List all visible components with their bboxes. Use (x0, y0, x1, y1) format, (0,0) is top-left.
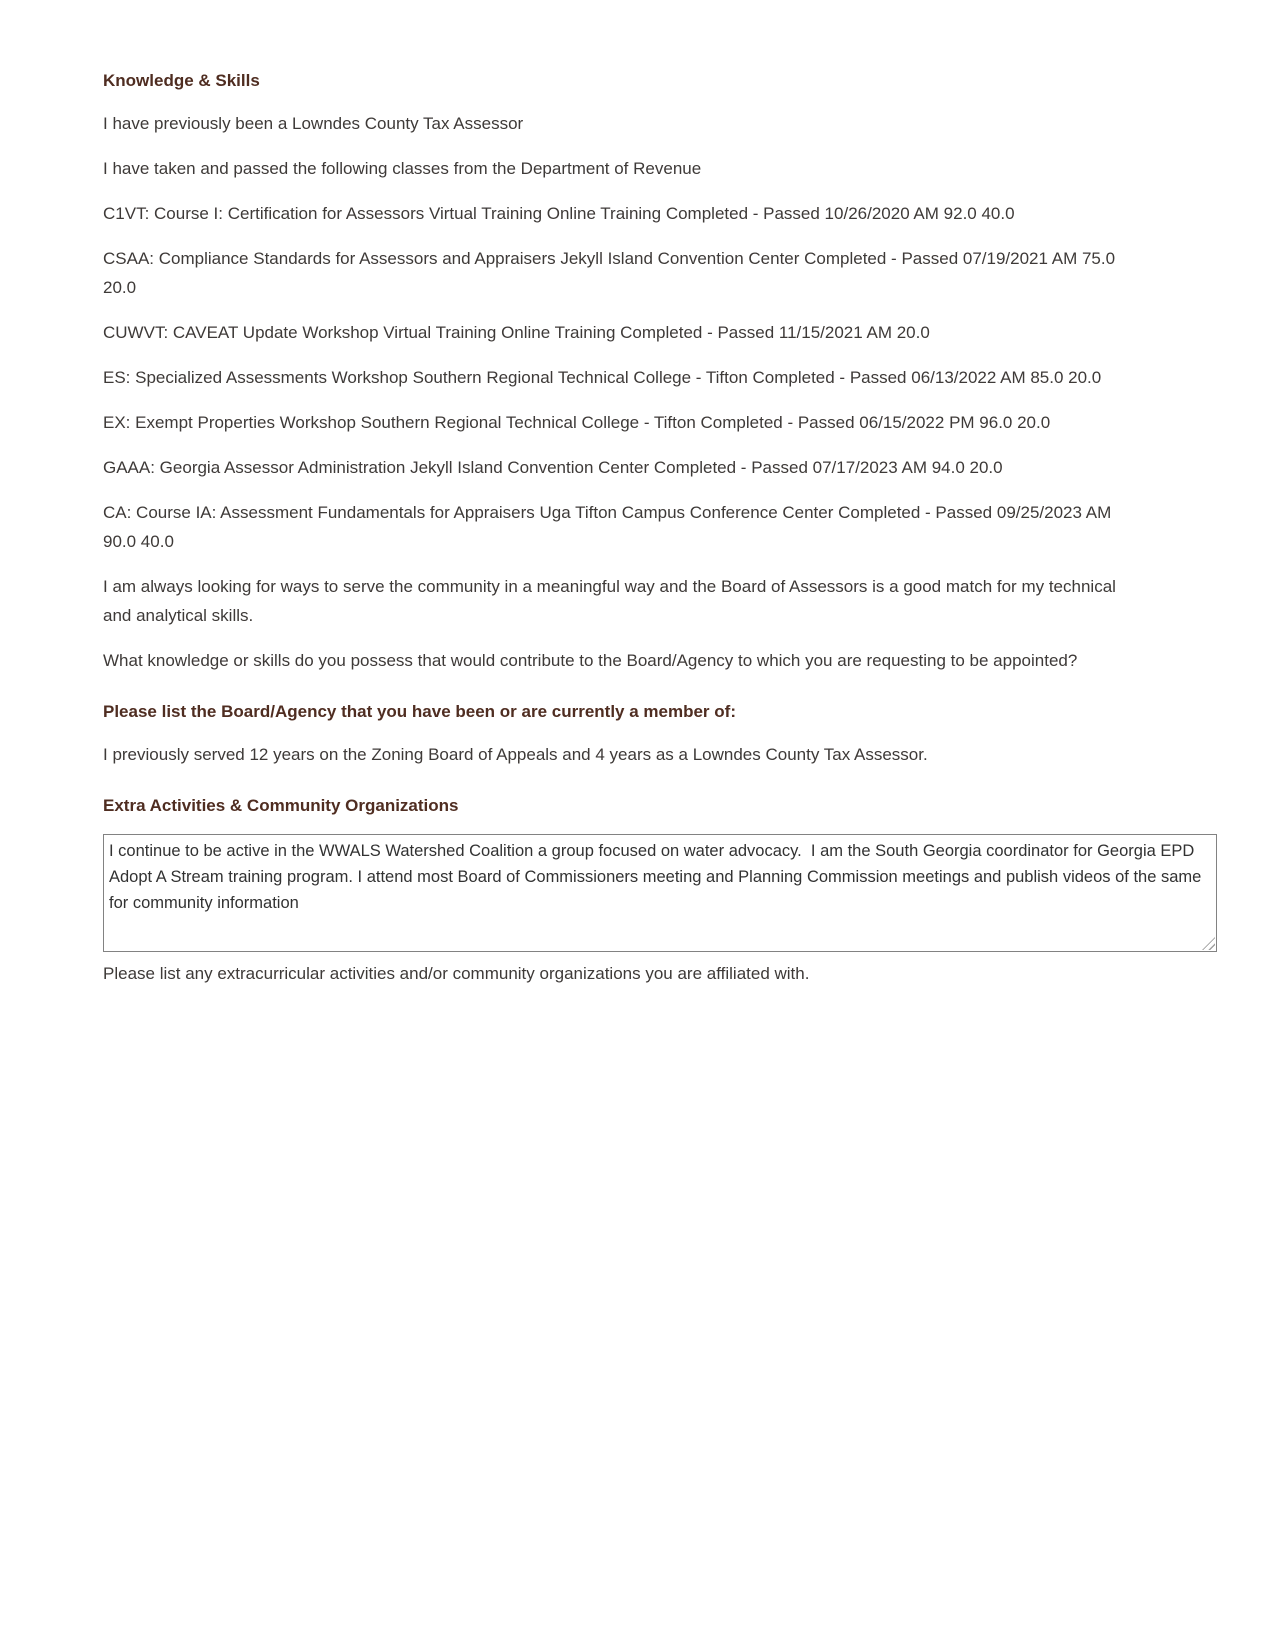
extra-activities-question-label: Please list any extracurricular activities and/or community organizations you are affiliated with. (103, 964, 810, 983)
extra-activities-field-wrap (103, 834, 1217, 952)
knowledge-paragraph-motivation: I am always looking for ways to serve the community in a meaningful way and the Board of Assessors is a good match for my technical and analytical skills. (103, 577, 1116, 625)
knowledge-skills-heading: Knowledge & Skills (103, 71, 260, 90)
board-agency-heading: Please list the Board/Agency that you have been or are currently a member of: (103, 702, 736, 721)
course-line-es: ES: Specialized Assessments Workshop Southern Regional Technical College - Tifton Completed - Passed 06/13/2022 AM 85.0 20.0 (103, 368, 1102, 387)
course-line-c1vt: C1VT: Course I: Certification for Assessors Virtual Training Online Training Completed - Passed 10/26/2020 AM 92.0 40.0 (103, 204, 1015, 223)
knowledge-paragraph-prior-role: I have previously been a Lowndes County Tax Assessor (103, 114, 524, 133)
course-line-gaaa: GAAA: Georgia Assessor Administration Jekyll Island Convention Center Completed - Passed 07/17/2023 AM 94.0 20.0 (103, 458, 1003, 477)
knowledge-skills-question-label: What knowledge or skills do you possess that would contribute to the Board/Agency to which you are requesting to be appointed? (103, 651, 1078, 670)
knowledge-paragraph-classes-intro: I have taken and passed the following classes from the Department of Revenue (103, 159, 702, 178)
board-agency-answer: I previously served 12 years on the Zoning Board of Appeals and 4 years as a Lowndes County Tax Assessor. (103, 745, 928, 764)
extra-activities-heading: Extra Activities & Community Organizations (103, 796, 459, 815)
course-line-ex: EX: Exempt Properties Workshop Southern Regional Technical College - Tifton Completed - Passed 06/15/2022 PM 96.0 20.0 (103, 413, 1051, 432)
page-content (103, 70, 1217, 988)
extra-activities-textarea[interactable] (103, 834, 1217, 952)
course-line-csaa: CSAA: Compliance Standards for Assessors and Appraisers Jekyll Island Convention Center Completed - Passed 07/19/2021 AM 75.0 20.0 (103, 249, 1116, 297)
course-line-cuwvt: CUWVT: CAVEAT Update Workshop Virtual Training Online Training Completed - Passed 11/15/2021 AM 20.0 (103, 323, 930, 342)
course-line-ca: CA: Course IA: Assessment Fundamentals for Appraisers Uga Tifton Campus Conference Center Completed - Passed 09/25/2023 AM 90.0 40.0 (103, 503, 1112, 551)
